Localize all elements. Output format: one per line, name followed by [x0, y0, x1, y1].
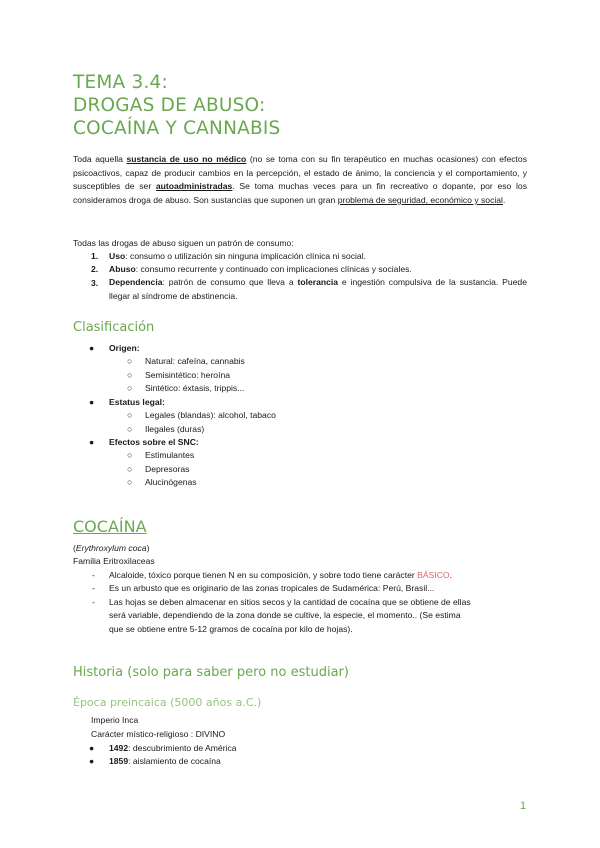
sub-bullet-icon: ○	[127, 370, 133, 380]
list-item: Semisintético: heroína	[145, 370, 231, 380]
dash-marker: -	[92, 570, 95, 580]
pattern-item-uso: Uso: consumo o utilización sin ninguna implicación clínica ni social.	[109, 251, 366, 261]
cocaina-bullet-1: Alcaloide, tóxico porque tienen N en su composición, y sobre todo tiene carácter BÁSICO.	[109, 570, 452, 580]
historia-line-1: Imperio Inca	[91, 715, 139, 725]
cocaina-bullet-3-line-3: que se obtiene entre 5-12 gramos de cocaína por kilo de hojas).	[109, 624, 353, 634]
list-item: Legales (blandas): alcohol, tabaco	[145, 410, 276, 420]
title-line-3: COCAÍNA Y CANNABIS	[73, 118, 281, 139]
sub-bullet-icon: ○	[127, 464, 133, 474]
sub-bullet-icon: ○	[127, 410, 133, 420]
subheading-epoca: Época preincaica (5000 años a.C.)	[73, 696, 262, 709]
section-heading-historia: Historia (solo para saber pero no estudiar)	[73, 665, 349, 680]
bullet-icon: ●	[89, 397, 95, 407]
dash-marker: -	[92, 597, 95, 607]
historia-line-2: Carácter místico-religioso : DIVINO	[91, 729, 226, 739]
list-item: Alucinógenas	[145, 477, 197, 487]
list-item: Sintético: éxtasis, trippis...	[145, 383, 245, 393]
historia-event-1492: 1492: descubrimiento de América	[109, 743, 237, 753]
list-number: 1.	[91, 251, 99, 261]
cocaina-bullet-3-line-1: Las hojas se deben almacenar en sitios secos y la cantidad de cocaína que se obtiene de ellas	[109, 597, 471, 607]
sub-bullet-icon: ○	[127, 383, 133, 393]
list-item: Natural: cafeína, cannabis	[145, 356, 245, 366]
title-line-2: DROGAS DE ABUSO:	[73, 95, 266, 116]
section-heading-cocaina: COCAÍNA	[73, 517, 147, 536]
group-label-origen: Origen:	[109, 343, 140, 353]
pattern-item-dependencia: Dependencia: patrón de consumo que lleva a tolerancia e ingestión compulsiva de la sustancia. Puede llegar al síndrome de abstinencia.	[109, 277, 527, 301]
page-number: 1	[520, 800, 527, 812]
family-name: Familia Eritroxilaceas	[73, 556, 155, 566]
group-label-efectos: Efectos sobre el SNC:	[109, 437, 199, 447]
cocaina-bullet-2: Es un arbusto que es originario de las zonas tropicales de Sudamérica: Perú, Brasil...	[109, 583, 435, 593]
list-item: Estimulantes	[145, 450, 195, 460]
pattern-item-abuso: Abuso: consumo recurrente y continuado con implicaciones clínicas y sociales.	[109, 264, 412, 274]
sub-bullet-icon: ○	[127, 356, 133, 366]
group-label-estatus: Estatus legal:	[109, 397, 165, 407]
cocaina-bullet-3-line-2: será variable, dependiendo de la zona donde se cultive, la especie, el momento.. (Se estima	[109, 610, 461, 620]
bullet-icon: ●	[89, 756, 95, 766]
sub-bullet-icon: ○	[127, 424, 133, 434]
pattern-intro: Todas las drogas de abuso siguen un patrón de consumo:	[73, 238, 294, 248]
list-number: 2.	[91, 264, 99, 274]
sub-bullet-icon: ○	[127, 450, 133, 460]
historia-event-1859: 1859: aislamiento de cocaína	[109, 756, 221, 766]
list-item: Ilegales (duras)	[145, 424, 205, 434]
title-line-1: TEMA 3.4:	[73, 72, 168, 93]
species-name: (Erythroxylum coca)	[73, 543, 150, 553]
dash-marker: -	[92, 583, 95, 593]
bullet-icon: ●	[89, 437, 95, 447]
sub-bullet-icon: ○	[127, 477, 133, 487]
list-number: 3.	[91, 278, 99, 288]
bullet-icon: ●	[89, 743, 95, 753]
intro-paragraph: Toda aquella sustancia de uso no médico (no se toma con su fin terapéutico en muchas ocasiones) con efectos psicoactivos, capaz de producir cambios en la percepción, el estado de ánimo, la conciencia y el comportamiento, y susceptibles de ser autoadministradas. Se toma muchas veces para un fin recreativo o dopante, por eso los consideramos droga de abuso. Son sustancias que suponen un gran problema de seguridad, económico y social.	[73, 154, 527, 205]
section-heading-clasificacion: Clasificación	[73, 320, 155, 335]
list-item: Depresoras	[145, 464, 190, 474]
bullet-icon: ●	[89, 343, 95, 353]
